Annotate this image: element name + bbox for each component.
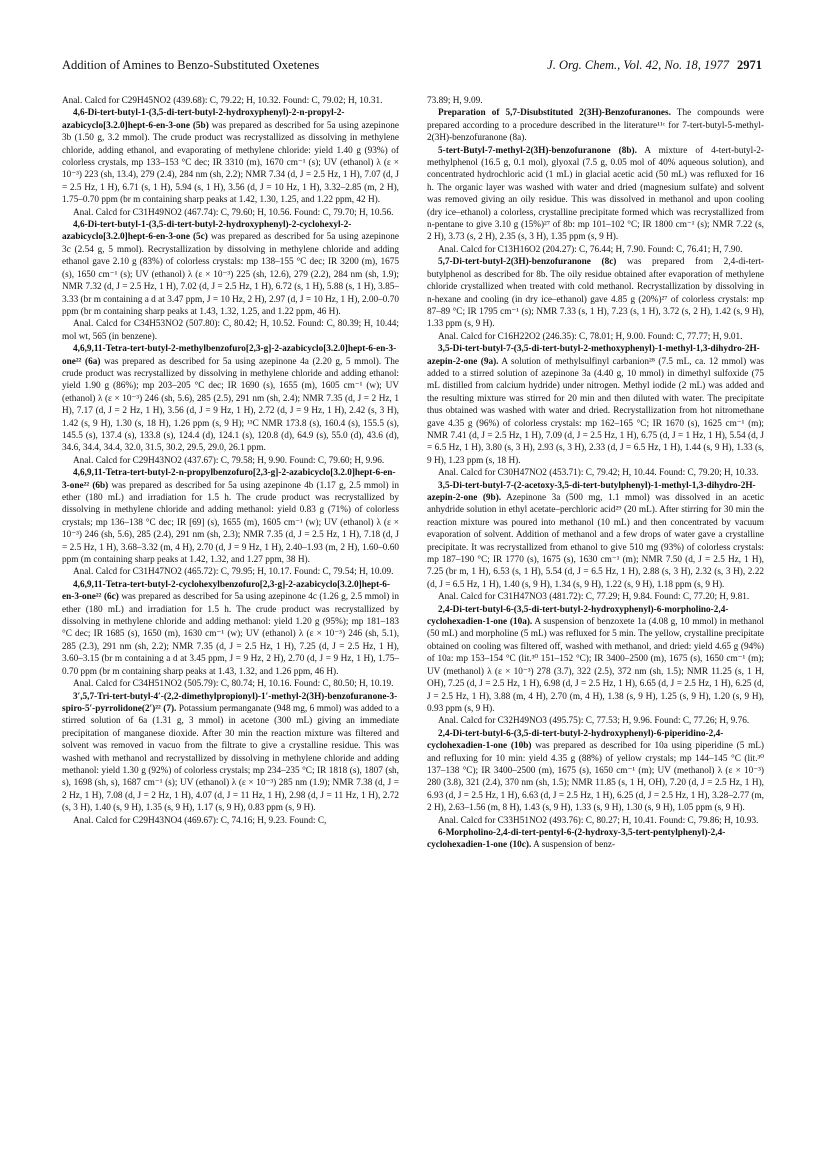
paragraph	[427, 107, 764, 144]
paragraph	[62, 579, 399, 678]
paragraph-text: was prepared as described for 5a using azepinone 3c (2.54 g, 5 mmol). Recrystallization by dissolving in methylene chloride and adding ethanol gave 2.10 g (83%) of colorless crystals: mp 138–155 °C dec; IR 3200 (m), 1675 (s), 1650 cm⁻¹ (s); UV (ethanol) λ (ε × 10⁻³) 225 (sh, 12.6), 279 (2.2), 284 nm (sh, 1.9); NMR 7.32 (d, J = 2.5 Hz, 1 H), 7.02 (d, J = 2.5 Hz, 1 H), 6.72 (s, 1 H), 5.88 (s, 1 H), 3.85–3.33 (br m containing a d at 3.47 ppm, J = 10 Hz, 2 H), 2.97 (d, J = 10 Hz, 1 H), 2.00–0.70 ppm (br m containing sharp peaks at 1.43, 1.32, 1.25, and 1.22 ppm, 46 H).	[62, 232, 399, 317]
paragraph	[427, 728, 764, 815]
paragraph	[62, 566, 399, 578]
paragraph-text: Anal. Calcd for C16H22O2 (246.35): C, 78.01; H, 9.00. Found: C, 77.77; H, 9.01.	[438, 331, 743, 342]
journal-citation	[547, 58, 762, 73]
paragraph-text: Anal. Calcd for C31H49NO2 (467.74): C, 79.60; H, 10.56. Found: C, 79.70; H, 10.56.	[73, 207, 394, 218]
paragraph-text: Anal. Calcd for C32H49NO3 (495.75): C, 77.53; H, 9.96. Found: C, 77.26; H, 9.76.	[438, 716, 750, 727]
paragraph-text: was prepared as described for 5a using azepinone 4c (1.26 g, 2.5 mmol) in ether (180 mL) and irradiation for 1.5 h. The crude product was recrystallized by dissolving in methylene chloride and adding methanol: yield 1.20 g (95%); mp 181–183 °C dec; IR 1685 (s), 1650 (m), 1630 cm⁻¹ (w); UV (ethanol) λ (ε × 10⁻³) 246 (sh, 5.1), 285 (2.3), 291 nm (sh, 2.2); NMR 7.35 (d, J = 2.5 Hz, 1 H), 7.25 (d, J = 2.5 Hz, 1 H), 3.60–3.15 (br m containing a d at 3.45 ppm, J = 9 Hz, 2 H), 2.70 (d, J = 9 Hz, 1 H), 1.75–0.70 ppm (br m containing sharp peaks at 1.43, 1.32, and 1.26 ppm, 46 H).	[62, 592, 399, 677]
paragraph-text: 73.89; H, 9.09.	[427, 96, 483, 106]
paragraph	[427, 715, 764, 727]
paragraph-text: was prepared as described for 5a using azepinone 4a (2.20 g, 5 mmol). The crude product was recrystallized by dissolving in methylene chloride and adding ethanol: yield 1.90 g (86%); mp 203–205 °C dec; IR 1690 (s), 1655 (m), 1605 cm⁻¹ (w); UV (ethanol) λ (ε × 10⁻³) 246 (sh, 5.6), 285 (2.5), 291 nm (sh, 2.4); NMR 7.35 (d, J = 2 Hz, 1 H), 7.17 (d, J = 2 Hz, 1 H), 3.56 (d, J = 9 Hz, 1 H), 2.72 (d, J = 9 Hz, 1 H), 2.42 (s, 3 H), 1.42 (s, 9 H), 1.30 (s, 18 H), 1.26 ppm (s, 9 H); ¹³C NMR 173.8 (s), 160.4 (s), 155.5 (s), 145.5 (s), 137.4 (s), 133.8 (s), 124.4 (d), 124.1 (s), 120.8 (d), 64.9 (s), 55.0 (d), 43.6 (d), 34.6, 34.4, 34.4, 32.0, 31.5, 30.2, 29.5, 29.0, 26.1 ppm.	[62, 356, 399, 454]
compound-heading: 4,6,9,11-Tetra-tert-butyl-2-cyclohexylbenzofuro[2,3-g]-2-azabicyclo[3.2.0]hept-6-en-3-one²² (6c)	[62, 579, 391, 603]
paragraph-text: A mixture of 4-tert-butyl-2-methylphenol (16.5 g, 0.1 mol), glyoxal (7.5 g, 0.05 mol of 40% aqueous solution), and concentrated hydrochloric acid (1 mL) in glacial acetic acid (50 mL) was refluxed for 16 h. The organic layer was washed with water and dried (magnesium sulfate) and solvent was removed giving an oily residue. This was dissolved in methanol and upon cooling (dry ice–ethanol) a colorless, crystalline precipitate formed which was recrystallized from n-pentane to give 3.10 g (15%)²⁷ of 8b: mp 101–102 °C; IR 1800 cm⁻¹ (s); NMR 7.22 (s, 2 H), 3.73 (s, 2 H), 2.35 (s, 3 H), 1.35 ppm (s, 9 H).	[427, 145, 764, 243]
paragraph-text: A solution of methylsulfinyl carbanion²⁸ (7.5 mL, ca. 12 mmol) was added to a stirred solution of azepinone 3a (4.40 g, 10 mmol) in dimethyl sulfoxide (75 mL distilled from calcium hydride) under nitrogen. Methyl iodide (2 mL) was added and the resulting mixture was stirred for 20 min and then diluted with water. The precipitate thus obtained was washed with water and dried. Recrystallization from hot nitromethane gave 4.35 g (96%) of colorless crystals: mp 162–165 °C; IR 1670 (s), 1625 cm⁻¹ (m); NMR 7.41 (d, J = 2.5 Hz, 1 H), 7.09 (d, J = 2.5 Hz, 1 H), 6.75 (d, J = 1 Hz, 1 H), 5.54 (d, J = 6.5 Hz, 1 H), 3.80 (s, 3 H), 2.93 (s, 3 H), 2.33 (d, J = 6.5 Hz, 1 H), 1.44 (s, 9 H), 1.33 (s, 9 H), 1.23 ppm (s, 18 H).	[427, 356, 764, 466]
paragraph-text: Anal. Calcd for C13H16O2 (204.27): C, 76.44; H, 7.90. Found: C, 76.41; H, 7.90.	[438, 244, 743, 255]
compound-heading: 5-tert-Butyl-7-methyl-2(3H)-benzofuranone (8b).	[438, 145, 637, 156]
paragraph	[427, 827, 764, 852]
compound-heading: 4,6-Di-tert-butyl-1-(3,5-di-tert-butyl-2-hydroxyphenyl)-2-n-propyl-2-azabicyclo[3.2.0]hept-6-en-3-one (5b)	[62, 108, 345, 131]
compound-heading: 4,6-Di-tert-butyl-1-(3,5-di-tert-butyl-2-hydroxyphenyl)-2-cyclohexyl-2-azabicyclo[3.2.0]hept-6-en-3-one (5c)	[62, 220, 352, 243]
right-column	[427, 95, 764, 852]
compound-heading: 3,5-Di-tert-butyl-7-(2-acetoxy-3,5-di-tert-butylphenyl)-1-methyl-1,3-dihydro-2H-azepin-2-one (9b).	[427, 480, 756, 503]
paragraph	[427, 815, 764, 827]
compound-heading: 5,7-Di-tert-butyl-2(3H)-benzofuranone (8c)	[438, 257, 617, 268]
paragraph	[62, 467, 399, 566]
paragraph	[427, 343, 764, 467]
paragraph	[62, 343, 399, 455]
paragraph	[427, 591, 764, 603]
paragraph-text: Anal. Calcd for C31H47NO3 (481.72): C, 77.29; H, 9.84. Found: C, 77.20; H, 9.81.	[438, 592, 750, 603]
paragraph	[62, 95, 399, 107]
journal-name: J. Org. Chem., Vol. 42, No. 18, 1977	[547, 58, 729, 72]
paragraph	[427, 244, 764, 256]
paragraph-text: Anal. Calcd for C30H47NO2 (453.71): C, 79.42; H, 10.44. Found: C, 79.20; H, 10.33.	[438, 468, 759, 479]
paragraph	[427, 480, 764, 592]
paragraph	[62, 318, 399, 343]
paragraph	[427, 331, 764, 343]
paragraph-text: Azepinone 3a (500 mg, 1.1 mmol) was dissolved in an acetic anhydride solution in ethyl acetate–perchloric acid²⁹ (20 mL). After stirring for 30 min the reaction mixture was poured into methanol (10 mL) and then concentrated by vacuum evaporation of solvent. Addition of methanol and a few drops of water gave a crystalline precipitate. It was recrystallized from ethanol to give 510 mg (93%) of colorless crystals: mp 187–190 °C; IR 1770 (s), 1675 (s), 1630 cm⁻¹ (m); NMR 7.50 (d, J = 2.5 Hz, 1 H), 7.25 (br m, 1 H), 6.53 (s, 1 H), 5.54 (d, J = 6.5 Hz, 1 H), 2.88 (s, 3 H), 2.32 (s, 3 H), 2.22 (d, J = 6.5 Hz, 1 H), 1.40 (s, 9 H), 1.34 (s, 9 H), 1.22 (s, 9 H), 1.18 ppm (s, 9 H).	[427, 493, 765, 590]
compound-heading: 4,6,9,11-Tetra-tert-butyl-2-n-propylbenzofuro[2,3-g]-2-azabicyclo[3.2.0]hept-6-en-3-one²² (6b)	[62, 468, 396, 491]
page-number: 2971	[737, 58, 762, 72]
paragraph-text: A suspension of benz-	[531, 840, 616, 851]
paragraph-text: was prepared from 2,4-di-tert-butylphenol as described for 8b. The oily residue obtained after evaporation of methylene chloride crystallized when treated with cold methanol. Recrystallization by dissolving in n-hexane and cooling (in dry ice–ethanol) gave 4.85 g (20%)²⁷ of colorless crystals: mp 87–89 °C; IR 1795 cm⁻¹ (s); NMR 7.33 (s, 1 H), 7.23 (s, 1 H), 3.72 (s, 2 H), 1.42 (s, 9 H), 1.33 ppm (s, 9 H).	[427, 257, 764, 330]
compound-heading: 3′,5,7-Tri-tert-butyl-4′-(2,2-dimethylpropionyl)-1′-methyl-2(3H)-benzofuranone-3-spiro-5′-pyrrolidone(2′)²² (7).	[62, 691, 398, 714]
compound-heading: 4,6,9,11-Tetra-tert-butyl-2-methylbenzofuro[2,3-g]-2-azabicyclo[3.2.0]hept-6-en-3-one²² (6a)	[62, 344, 397, 367]
paragraph	[62, 207, 399, 219]
paragraph	[62, 815, 399, 827]
paragraph	[427, 467, 764, 479]
paragraph-text: Anal. Calcd for C29H43NO2 (437.67): C, 79.58; H, 9.90. Found: C, 79.60; H, 9.96.	[73, 455, 385, 466]
paragraph	[62, 219, 399, 318]
compound-heading: 2,4-Di-tert-butyl-6-(3,5-di-tert-butyl-2-hydroxyphenyl)-6-morpholino-2,4-cyclohexadien-1-one (10a).	[427, 604, 729, 628]
compound-heading: 2,4-Di-tert-butyl-6-(3,5-di-tert-butyl-2-hydroxyphenyl)-6-piperidino-2,4-cyclohexadien-1-one (10b)	[427, 728, 724, 752]
paragraph	[427, 604, 764, 716]
compound-heading: Preparation of 5,7-Disubstituted 2(3H)-Benzofuranones.	[438, 108, 671, 119]
paragraph	[62, 107, 399, 206]
paragraph	[427, 256, 764, 330]
paragraph	[427, 95, 764, 107]
paragraph-text: Anal. Calcd for C34H51NO2 (505.79): C, 80.74; H, 10.16. Found: C, 80.50; H, 10.19.	[73, 679, 394, 690]
paragraph	[427, 145, 764, 244]
paragraph-text: was prepared as described for 5a using azepinone 4b (1.17 g, 2.5 mmol) in ether (180 mL) and irradiation for 1.5 h. The crude product was recrystallized by dissolving in methylene chloride and adding methanol: yield 0.83 g (71%) of colorless crystals; mp 136–138 °C dec; IR [69] (s), 1655 (m), 1605 cm⁻¹ (w); UV (ethanol) λ (ε × 10⁻³) 246 (sh, 5.6), 285 (2.4), 291 nm (sh, 2.3); NMR 7.35 (d, J = 2.5 Hz, 1 H), 7.18 (d, J = 2.5 Hz, 1 H), 3.68–3.32 (m, 4 H), 2.70 (d, J = 9 Hz, 1 H), 2.40–1.93 (m, 2 H), 1.60–0.60 ppm (m containing sharp peaks at 1.42, 1.32, and 1.27 ppm, 38 H).	[62, 480, 399, 566]
paragraph	[62, 678, 399, 690]
paragraph-text: Anal. Calcd for C29H43NO4 (469.67): C, 74.16; H, 9.23. Found: C,	[73, 815, 327, 826]
compound-heading: 3,5-Di-tert-butyl-7-(3,5-di-tert-butyl-2-methoxyphenyl)-1-methyl-1,3-dihydro-2H-azepin-2-one (9a).	[427, 344, 760, 367]
paragraph-text: was prepared as described for 10a using piperidine (5 mL) and refluxing for 10 min: yield 4.35 g (88%) of yellow crystals; mp 144–145 °C (lit.³⁰ 137–138 °C); IR 3400–2500 (m), 1675 (s), 1650 cm⁻¹ (m); UV (methanol) λ (ε × 10⁻³) 280 (3.8), 321 (2.4), 370 nm (sh, 1.5); NMR 11.85 (s, 1 H, OH), 7.20 (d, J = 2.5 Hz, 1 H), 6.93 (d, J = 2.5 Hz, 1 H), 6.63 (d, J = 2.5 Hz, 1 H), 6.25 (d, J = 2.5 Hz, 1 H), 3.28–2.77 (m, 2 H), 2.63–1.56 (m, 8 H), 1.43 (s, 9 H), 1.33 (s, 9 H), 1.30 (s, 9 H), 1.05 ppm (s, 9 H).	[427, 741, 764, 814]
page-header	[62, 58, 762, 76]
compound-heading: 6-Morpholino-2,4-di-tert-pentyl-6-(2-hydroxy-3,5-tert-pentylphenyl)-2,4-cyclohexadien-1-one (10c).	[427, 827, 726, 851]
paragraph	[62, 455, 399, 467]
paragraph-text: A suspension of benzoxete 1a (4.08 g, 10 mmol) in methanol (50 mL) and morpholine (5 mL) was refluxed for 5 min. The yellow, crystalline precipitate obtained on cooling was filtered off, washed with methanol, and dried: yield 4.65 g (94%) of 10a: mp 153–154 °C (lit.³⁰ 151–152 °C); IR 3400–2500 (m), 1675 (s), 1650 cm⁻¹ (m); UV (methanol) λ (ε × 10⁻³) 278 (3.7), 322 (2.5), 372 nm (sh, 1.5); NMR 11.25 (s, 1 H, OH), 7.25 (d, J = 2.5 Hz, 1 H), 6.98 (d, J = 2.5 Hz, 1 H), 6.65 (d, J = 2.5 Hz, 1 H), 6.25 (d, J = 2.5 Hz, 1 H), 3.88 (m, 4 H), 2.70 (m, 4 H), 1.38 (s, 9 H), 1.25 (s, 9 H), 1.20 (s, 9 H), 0.93 ppm (s, 9 H).	[427, 617, 764, 714]
paragraph-text: Potassium permanganate (948 mg, 6 mmol) was added to a stirred solution of 6a (1.31 g, 3 mmol) in acetone (300 mL) giving an immediate precipitation of manganese dioxide. After 30 min the reaction mixture was filtered and solvent was removed in vacuo from the filtrate to give a crystalline residue. This was washed with methanol and recrystallized by dissolving in methylene chloride and adding methanol: yield 1.30 g (92%) of colorless crystals; mp 234–235 °C; IR 1818 (s), 1807 (sh, s), 1698 (sh, s), 1687 cm⁻¹ (s); UV (ethanol) λ (ε × 10⁻³) 285 nm (1.9); NMR 7.38 (d, J = 2 Hz, 1 H), 7.08 (d, J = 2 Hz, 1 H), 4.07 (d, J = 11 Hz, 1 H), 2.98 (d, J = 11 Hz, 1 H), 2.72 (s, 3 H), 1.40 (s, 9 H), 1.35 (s, 9 H), 1.17 (s, 9 H), 0.83 ppm (s, 9 H).	[62, 703, 399, 814]
left-column	[62, 95, 399, 827]
running-title: Addition of Amines to Benzo-Substituted Oxetenes	[62, 58, 320, 72]
paragraph-text: Anal. Calcd for C31H47NO2 (465.72): C, 79.95; H, 10.17. Found: C, 79.54; H, 10.09.	[73, 567, 394, 578]
paragraph-text: Anal. Calcd for C29H45NO2 (439.68): C, 79.22; H, 10.32. Found: C, 79.02; H, 10.31.	[62, 96, 383, 106]
paragraph-text: Anal. Calcd for C33H51NO2 (493.76): C, 80.27; H, 10.41. Found: C, 79.86; H, 10.93.	[438, 815, 759, 826]
paragraph	[62, 691, 399, 815]
paragraph-text: was prepared as described for 5a using azepinone 3b (1.50 g, 3.2 mmol). The crude product was recrystallized as dissolving in methylene chloride, adding ethanol, and evaporating of methylene chloride: yield 1.40 g (93%) of colorless crystals, mp 133–153 °C dec; IR 3310 (m), 1670 cm⁻¹ (s); UV (ethanol) λ (ε × 10⁻³) 223 (sh, 13.4), 279 (2.4), 284 nm (sh, 2.2); NMR 7.34 (d, J = 2.5 Hz, 1 H), 7.07 (d, J = 2.5 Hz, 1 H), 6.71 (s, 1 H), 5.94 (s, 1 H), 3.56 (d, J = 10 Hz, 1 H), 3.32–2.85 (m, 2 H), 1.75–0.70 ppm (br m containing sharp peaks at 1.42, 1.30, 1.25, and 1.22 ppm, 42 H).	[62, 120, 399, 206]
paragraph-text: Anal. Calcd for C34H53NO2 (507.80): C, 80.42; H, 10.52. Found: C, 80.39; H, 10.44; mol wt, 565 (in benzene).	[62, 319, 399, 342]
paragraph-text: The compounds were prepared according to a procedure described in the literature¹¹ᶜ for 7-tert-butyl-5-methyl-2(3H)-benzofuranone (8a).	[427, 108, 764, 144]
